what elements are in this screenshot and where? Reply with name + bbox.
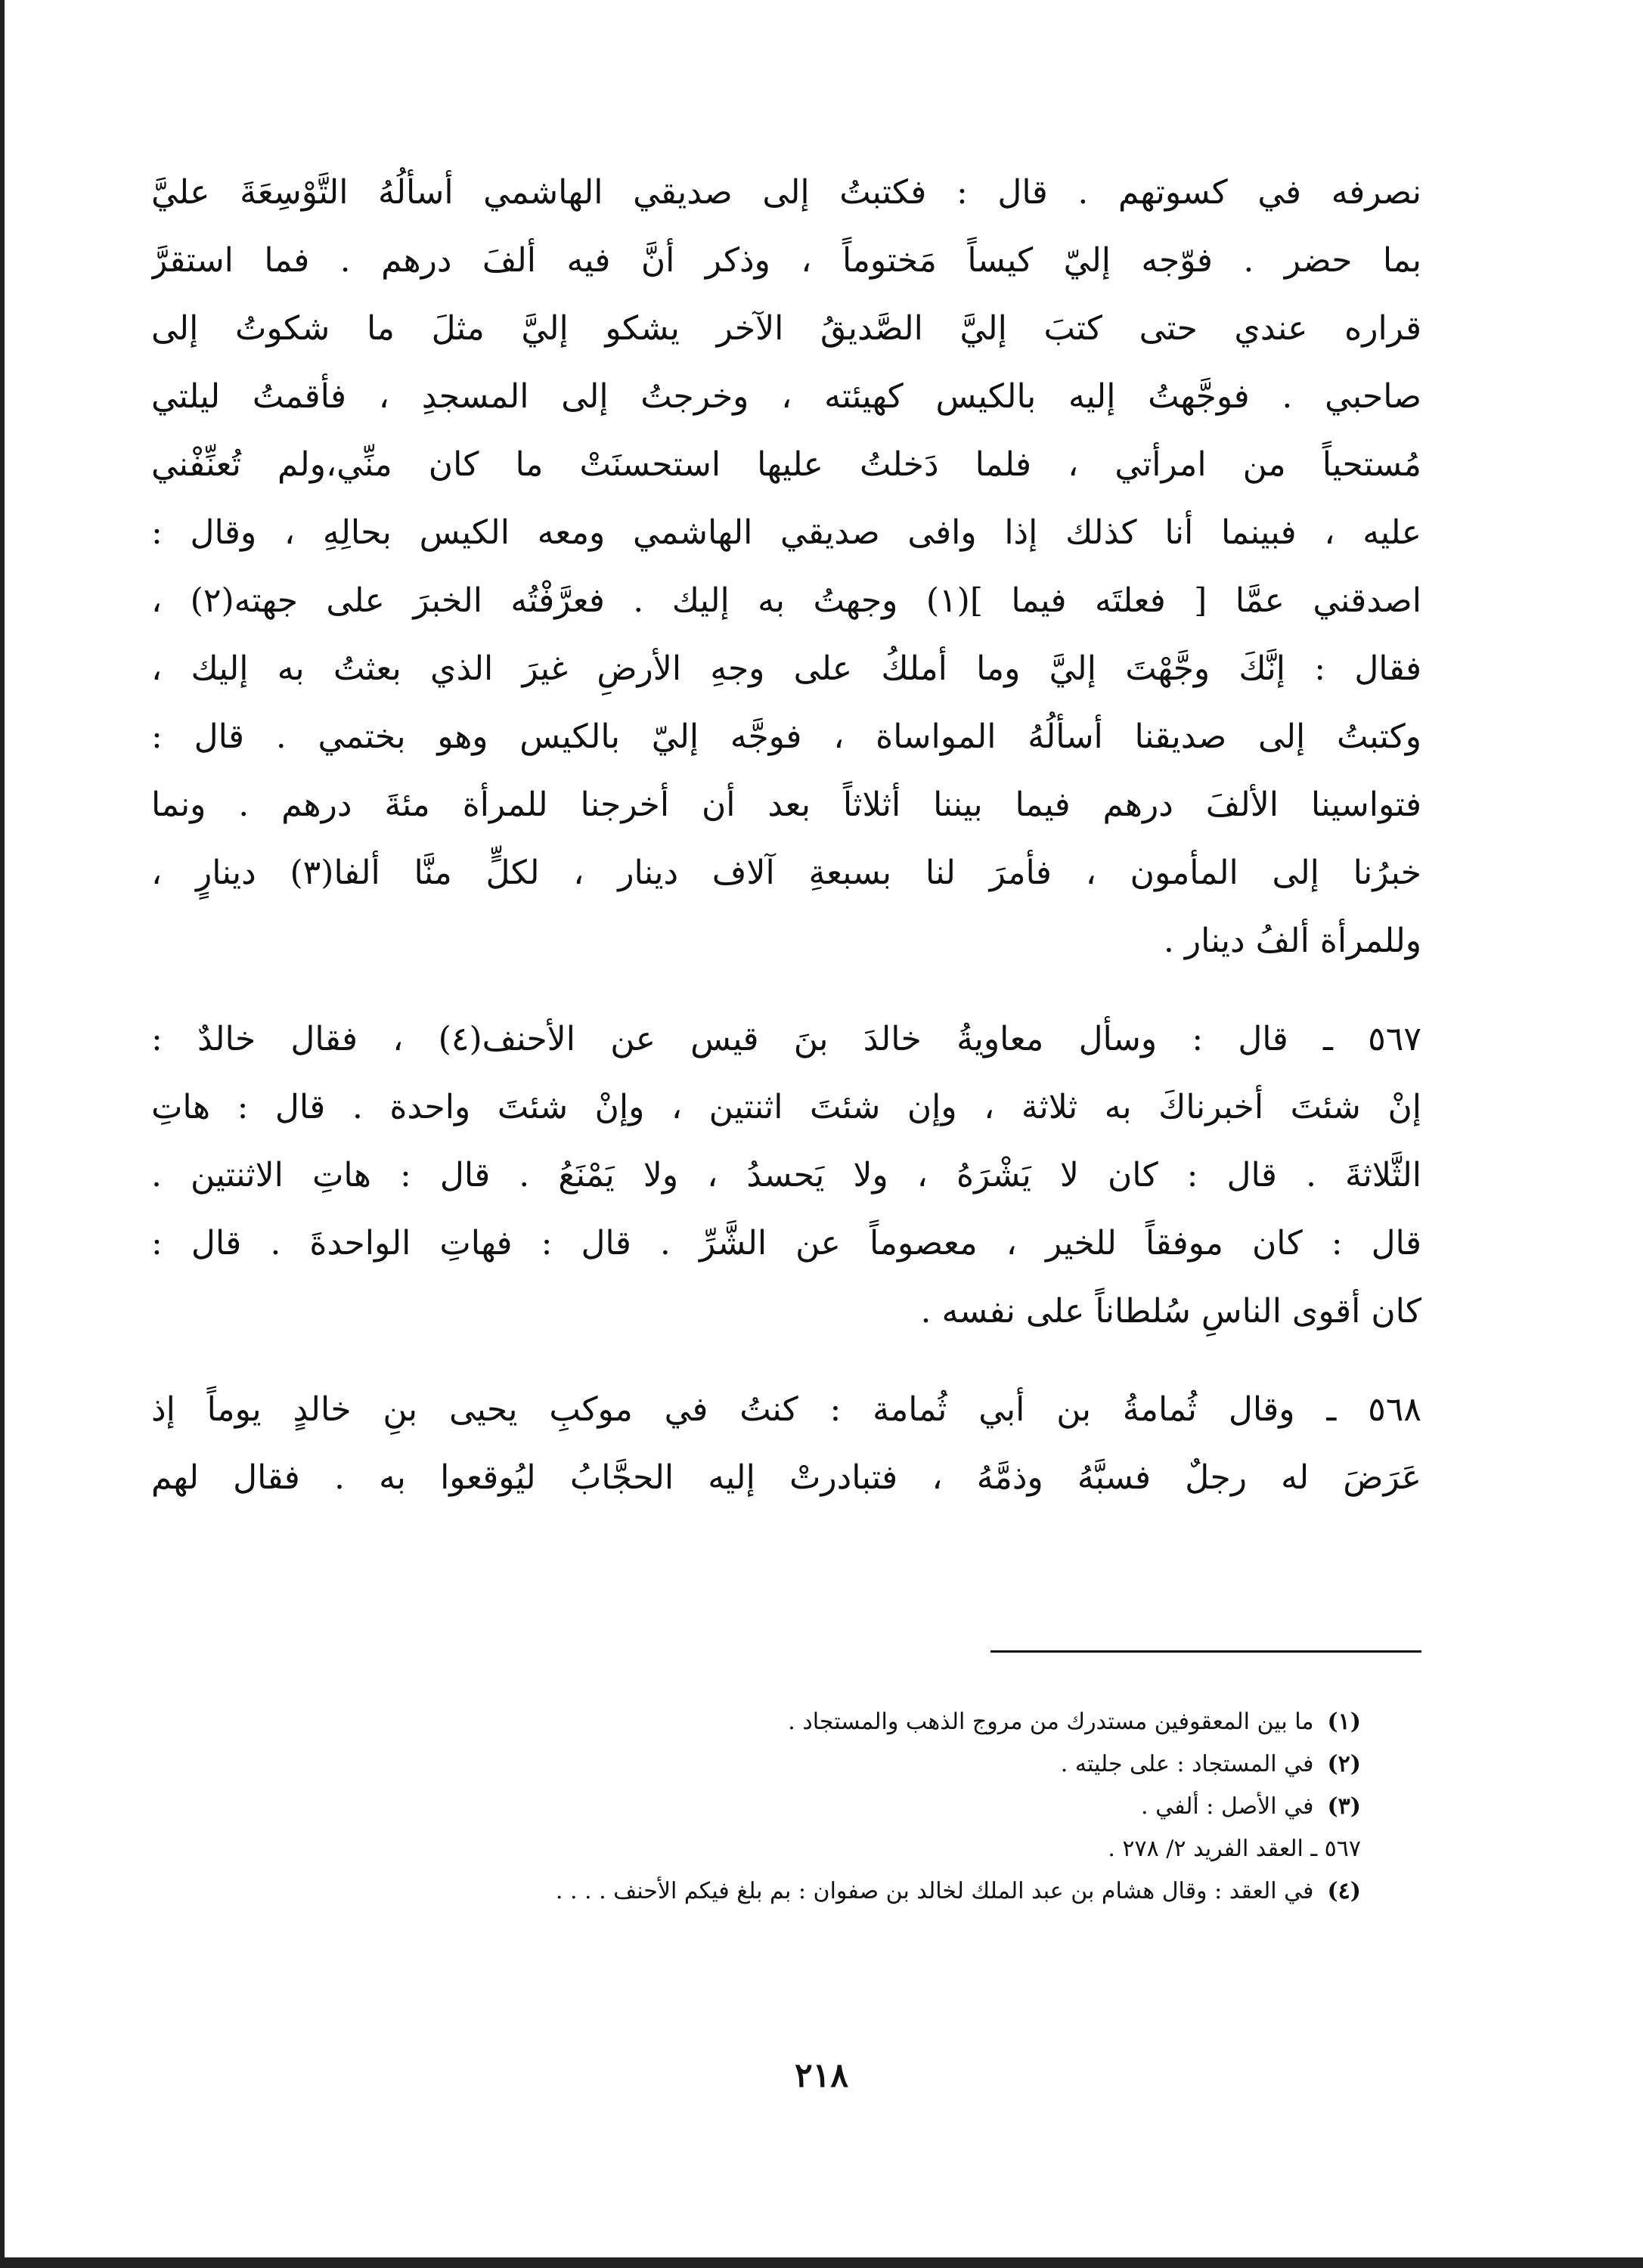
text-line: اصدقني عمَّا [ فعلتَه فيما ](١) وجهتُ به إليك . فعرَّفْتُه الخبرَ على جهته(٢) ، <box>151 581 1421 620</box>
paragraph-gap <box>151 1346 1421 1376</box>
footnote-4 <box>181 1870 1361 1913</box>
text-line: ٥٦٨ ـ وقال ثُمامةُ بن أبي ثُمامة : كنتُ في موكبِ يحيى بنِ خالدٍ يوماً إذ <box>151 1390 1421 1429</box>
source-note-567 <box>181 1828 1361 1870</box>
scan-edge-left <box>0 0 5 2268</box>
footnote-number: (٣) <box>1327 1793 1361 1820</box>
text-line: فتواسينا الألفَ درهم فيما بيننا أثلاثاً بعد أن أخرجنا للمرأة مئةَ درهم . ونما <box>151 785 1421 824</box>
text-line: بما حضر . فوّجه إليّ كيساً مَختوماً ، وذكر أنَّ فيه ألفَ درهم . فما استقرَّ <box>151 241 1421 280</box>
footnote-text: ما بين المعقوفين مستدرك من مروج الذهب والمستجاد . <box>788 1709 1314 1735</box>
footnotes <box>181 1701 1361 1913</box>
paragraph-gap <box>151 975 1421 1005</box>
text-line: خبرُنا إلى المأمون ، فأمرَ لنا بسبعةِ آلاف دينار ، لكلٍّ منَّا ألفا(٣) دينارٍ ، <box>151 854 1421 892</box>
text-line: قال : كان موفقاً للخير ، معصوماً عن الشَّرِّ . قال : فهاتِ الواحدةَ . قال : <box>151 1224 1421 1263</box>
footnote-2 <box>181 1743 1361 1786</box>
footnote-separator <box>990 1650 1421 1653</box>
footnote-3 <box>181 1786 1361 1828</box>
text-line: نصرفه في كسوتهم . قال : فكتبتُ إلى صديقي الهاشمي أسألُهُ التَّوْسِعَةَ عليَّ <box>151 173 1421 212</box>
paragraph-2 <box>151 1005 1421 1346</box>
footnote-number: (١) <box>1327 1709 1361 1735</box>
footnote-text: في المستجاد : على جليته . <box>1060 1751 1314 1777</box>
text-line: فقال : إنَّكَ وجَّهْتَ إليَّ وما أملكُ على وجهِ الأرضِ غيرَ الذي بعثتُ به إليك ، <box>151 649 1421 688</box>
text-line: الثَّلاثةَ . قال : كان لا يَشْرَهُ ، ولا يَحسدُ ، ولا يَمْنَعُ . قال : هاتِ الاثنتين . <box>151 1156 1421 1194</box>
text-line: إنْ شئتَ أخبرناكَ به ثلاثة ، وإن شئتَ اثنتين ، وإنْ شئتَ واحدة . قال : هاتِ <box>151 1088 1421 1126</box>
footnote-text: في العقد : وقال هشام بن عبد الملك لخالد بن صفوان : بم بلغ فيكم الأحنف . . . . <box>555 1878 1314 1904</box>
text-line: وللمرأة ألفُ دينار . <box>1163 922 1421 960</box>
paragraph-1 <box>151 159 1421 975</box>
footnote-1 <box>181 1701 1361 1743</box>
text-line: ٥٦٧ ـ قال : وسأل معاويةُ خالدَ بنَ قيس عن الأحنف(٤) ، فقال خالدٌ : <box>151 1020 1421 1058</box>
text-line: عَرَضَ له رجلٌ فسبَّهُ وذمَّهُ ، فتبادرتْ إليه الحجَّابُ ليُوقعوا به . فقال لهم <box>151 1458 1421 1497</box>
main-text <box>151 159 1421 1512</box>
page-number: ٢١٨ <box>795 2056 848 2095</box>
footnote-text: في الأصل : ألفي . <box>1141 1793 1314 1820</box>
footnote-text: ٥٦٧ ـ العقد الفريد ٢/ ٢٧٨ . <box>1108 1836 1361 1862</box>
footnote-number: (٢) <box>1327 1751 1361 1777</box>
paragraph-3 <box>151 1376 1421 1512</box>
text-line: وكتبتُ إلى صديقنا أسألُهُ المواساة ، فوجَّه إليّ بالكيس وهو بختمي . قال : <box>151 717 1421 756</box>
scan-edge-bottom <box>0 2257 1643 2268</box>
text-line: كان أقوى الناسِ سُلطاناً على نفسه . <box>920 1292 1421 1331</box>
text-line: مُستحياً من امرأتي ، فلما دَخلتُ عليها استحسنَتْ ما كان منِّي،ولم تُعنِّفْني <box>151 445 1421 484</box>
text-line: قراره عندي حتى كتبَ إليَّ الصَّديقُ الآخر يشكو إليَّ مثلَ ما شكوتُ إلى <box>151 309 1421 348</box>
footnote-number: (٤) <box>1327 1878 1361 1904</box>
text-line: عليه ، فبينما أنا كذلك إذا وافى صديقي الهاشمي ومعه الكيس بحالِهِ ، وقال : <box>151 513 1421 552</box>
text-line: صاحبي . فوجَّهتُ إليه بالكيس كهيئته ، وخرجتُ إلى المسجدِ ، فأقمتُ ليلتي <box>151 377 1421 416</box>
